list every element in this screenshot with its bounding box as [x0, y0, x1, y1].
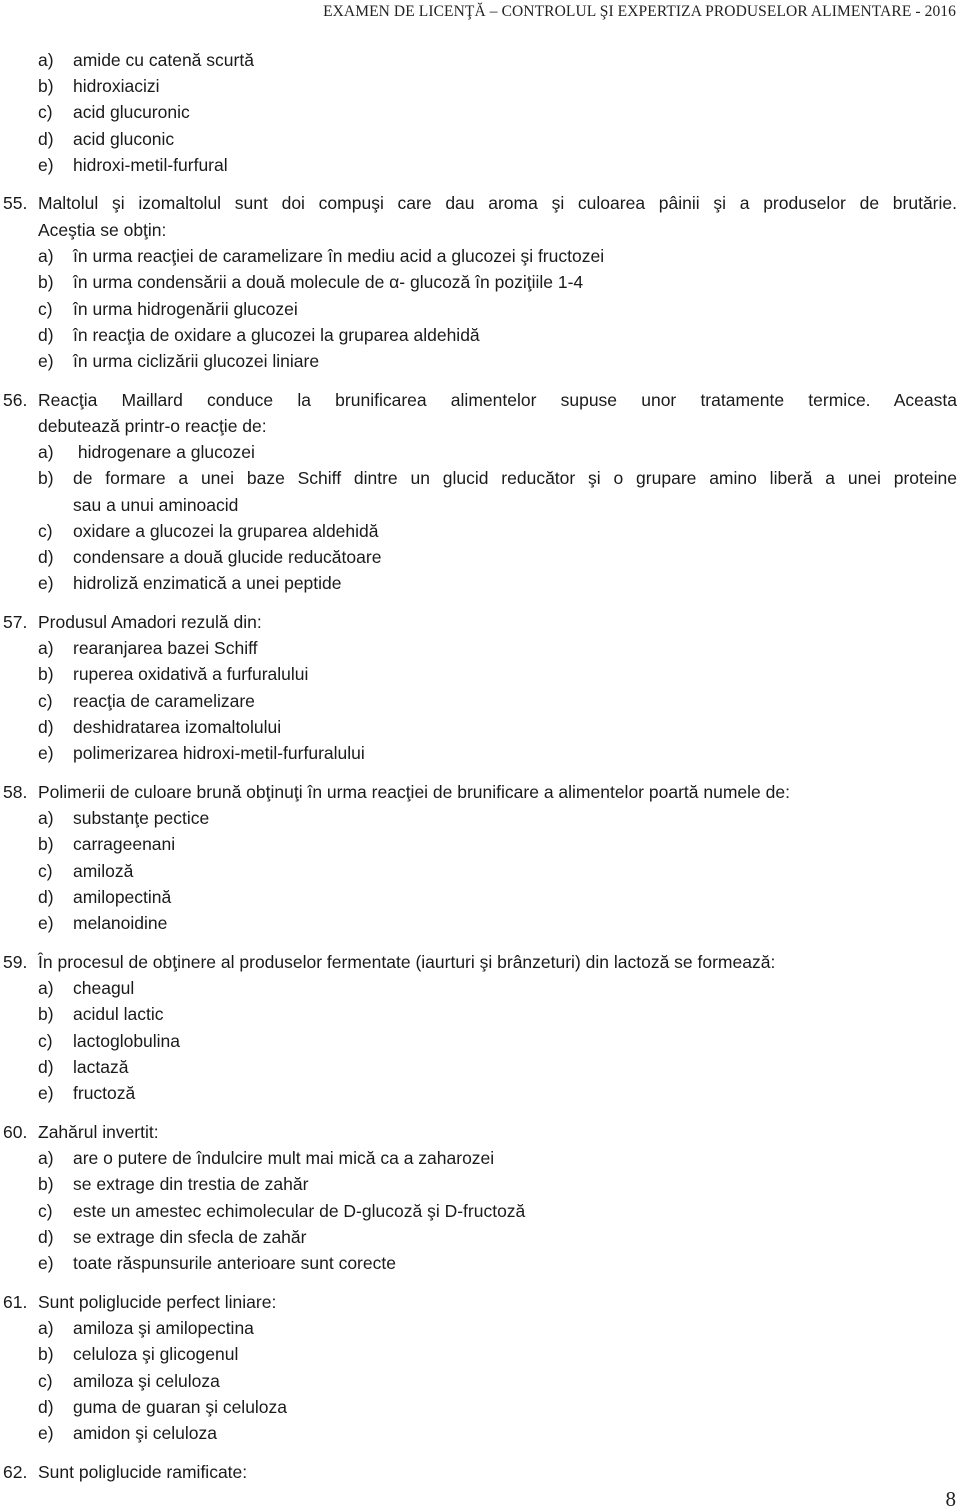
question-text: Polimerii de culoare brună obţinuţi în urma reacţiei de brunificare a alimentelor poartă numele de: [38, 782, 790, 802]
question-text: Maltolul şi izomaltolul sunt doi compuşi care dau aroma şi culoarea pâinii şi a produselor de brutărie. [38, 193, 957, 213]
question-text: Sunt poliglucide perfect liniare: [38, 1292, 277, 1312]
page-number: 8 [945, 1487, 956, 1511]
option-56-b: b) de formare a unei baze Schiff dintre un glucid reducător şi o grupare amino liberă a unei proteine [38, 468, 957, 488]
question-56 [0, 388, 960, 412]
question-number: 59. [3, 952, 28, 972]
question-number: 56. [3, 390, 28, 410]
question-text: Reacţia Maillard conduce la brunificarea alimentelor supuse unor tratamente termice. Aceasta [38, 390, 957, 410]
question-55 [0, 191, 960, 215]
question-number: 55. [3, 193, 28, 213]
question-number: 57. [3, 612, 28, 632]
question-number: 60. [3, 1122, 28, 1142]
page-header: EXAMEN DE LICENŢĂ – CONTROLUL ŞI EXPERTIZA PRODUSELOR ALIMENTARE - 2016 [323, 3, 956, 20]
question-text: Zahărul invertit: [38, 1122, 159, 1142]
question-text: În procesul de obţinere al produselor fermentate (iaurturi şi brânzeturi) din lactoză se formează: [38, 952, 776, 972]
question-text: Sunt poliglucide ramificate: [38, 1462, 248, 1482]
question-number: 61. [3, 1292, 28, 1312]
question-number: 58. [3, 782, 28, 802]
question-text: Produsul Amadori rezulă din: [38, 612, 262, 632]
question-number: 62. [3, 1462, 28, 1482]
